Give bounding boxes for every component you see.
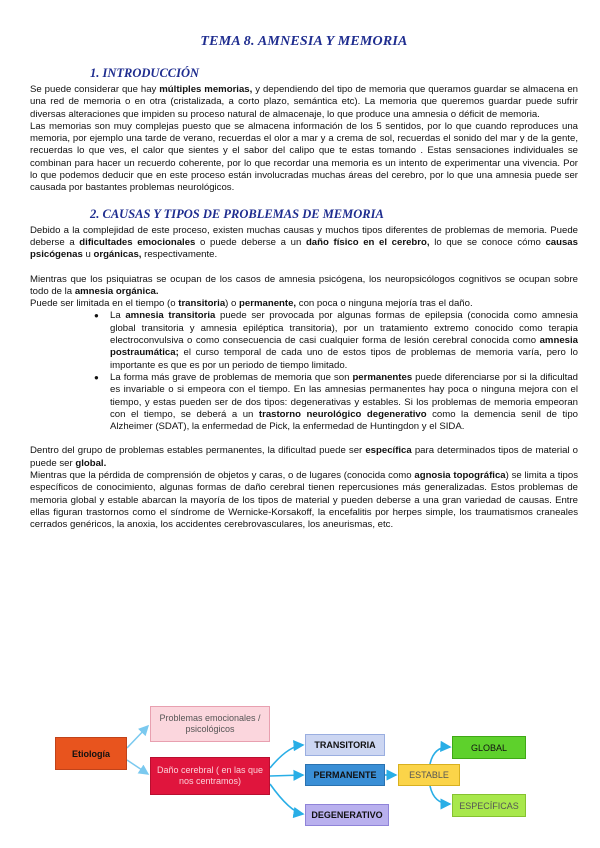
- paragraph: Mientras que la pérdida de comprensión de objetos y caras, o de lugares (conocida como agnosia topográfica) se limita a tipos específicos de conocimiento, algunas formas de daño cerebral tienen repercusiones más generalizadas. Estos problemas de memoria global y estable abarcan la mayoría de los tipos de material y pueden deberse a una gran variedad de causas. Entre ellas figuran trastornos como el síndrome de Wernicke-Korsakoff, la encefalitis por herpes simple, los traumatismos craneales cerrados genéricos, la anoxia, los accidentes cerebrovasculares, los aneurismas, etc.: [30, 470, 579, 531]
- etiology-diagram: [0, 700, 600, 848]
- paragraph: Las memorias son muy complejas puesto que se almacena información de los 5 sentidos, por lo que cuando reproduces una memoria, por ejemplo una tarde de verano, recuerdas el olor a mar y a crema de sol, recuerdas el sonido del mar y de la gente, recuerdas lo que ves, el calor que sientes y el sabor del calipo que te estas tomando . Estas sensaciones individuales se combinan para hacer un recuerdo coherente, por lo que recordar una memoria es un intento de experimentar una vivencia. Por lo que podemos deducir que en este proceso están involucradas muchas áreas del cerebro, por lo que una amnesia puede ser causada por bastantes problemas neurológicos.: [30, 120, 578, 194]
- diagram-box-permanente: PERMANENTE: [305, 764, 385, 786]
- diagram-arrows: [0, 700, 600, 848]
- diagram-box-dano-cerebral: Daño cerebral ( en las que nos centramos): [150, 757, 270, 795]
- section-heading-introduccion: 1. INTRODUCCIÓN: [90, 66, 200, 80]
- section-heading-causas: 2. CAUSAS Y TIPOS DE PROBLEMAS DE MEMORIA: [90, 206, 384, 221]
- diagram-box-especificas: ESPECÍFICAS: [452, 794, 526, 817]
- list-item: ● La amnesia transitoria puede ser provocada por algunas formas de epilepsia (conocida como amnesia global transitoria y amnesia epiléptica transitoria), por un tratamiento extremo conocido como terapia electroconvulsiva o como consecuencia de casi cualquier forma de lesión cerebral conocida como amnesia postraumática; el curso temporal de cada uno de estos tipos de problemas de memoria varía, pero lo importante es que es por un periodo de tiempo limitado.: [94, 310, 578, 371]
- paragraph: Puede ser limitada en el tiempo (o transitoria) o permanente, con poca o ninguna mejoría tras el daño.: [30, 298, 473, 310]
- paragraph: Mientras que los psiquiatras se ocupan de los casos de amnesia psicógena, los neuropsicólogos cognitivos se ocupan sobre todo de la amnesia orgánica.: [30, 273, 578, 297]
- diagram-box-etiologia: Etiología: [55, 737, 127, 770]
- paragraph: Dentro del grupo de problemas estables permanentes, la dificultad puede ser específica para determinados tipos de material o puede ser global.: [30, 445, 578, 469]
- document-page: [30, 34, 578, 532]
- bullet-list: [30, 310, 578, 433]
- diagram-box-problemas-emocionales: Problemas emocionales / psicológicos: [150, 706, 270, 742]
- diagram-box-degenerativo: DEGENERATIVO: [305, 804, 389, 826]
- list-item: ● La forma más grave de problemas de memoria que son permanentes puede diferenciarse por si la dificultad es invariable o si empeora con el tiempo. En las amnesias permanentes hay poca o ninguna mejora con el tiempo, y estas pueden ser de dos tipos: degenerativas y estables. Si los problemas de memoria empeoran con el tiempo, se deberá a un trastorno neurológico degenerativo como la demencia senil de tipo Alzheimer (SDAT), la enfermedad de Pick, la enfermedad de Huntingdon y el SIDA.: [94, 372, 578, 433]
- paragraph: Debido a la complejidad de este proceso, existen muchas causas y muchos tipos diferentes de problemas de memoria. Puede deberse a dificultades emocionales o puede deberse a un daño físico en el cerebro, lo que se conoce cómo causas psicógenas u orgánicas, respectivamente.: [30, 224, 578, 261]
- diagram-box-global: GLOBAL: [452, 736, 526, 759]
- diagram-box-transitoria: TRANSITORIA: [305, 734, 385, 756]
- diagram-box-estable: ESTABLE: [398, 764, 460, 786]
- document-title: TEMA 8. AMNESIA Y MEMORIA: [200, 34, 408, 49]
- paragraph: Se puede considerar que hay múltiples memorias, y dependiendo del tipo de memoria que queramos guardar se almacena en una red de memoria o en otra (cristalizada, a corto plazo, semántica etc). La memoria que queremos guardar puede sufrir diversas alteraciones que impiden su proceso natural de almacenaje, lo que produce una amnesia o déficit de memoria.: [30, 84, 578, 120]
